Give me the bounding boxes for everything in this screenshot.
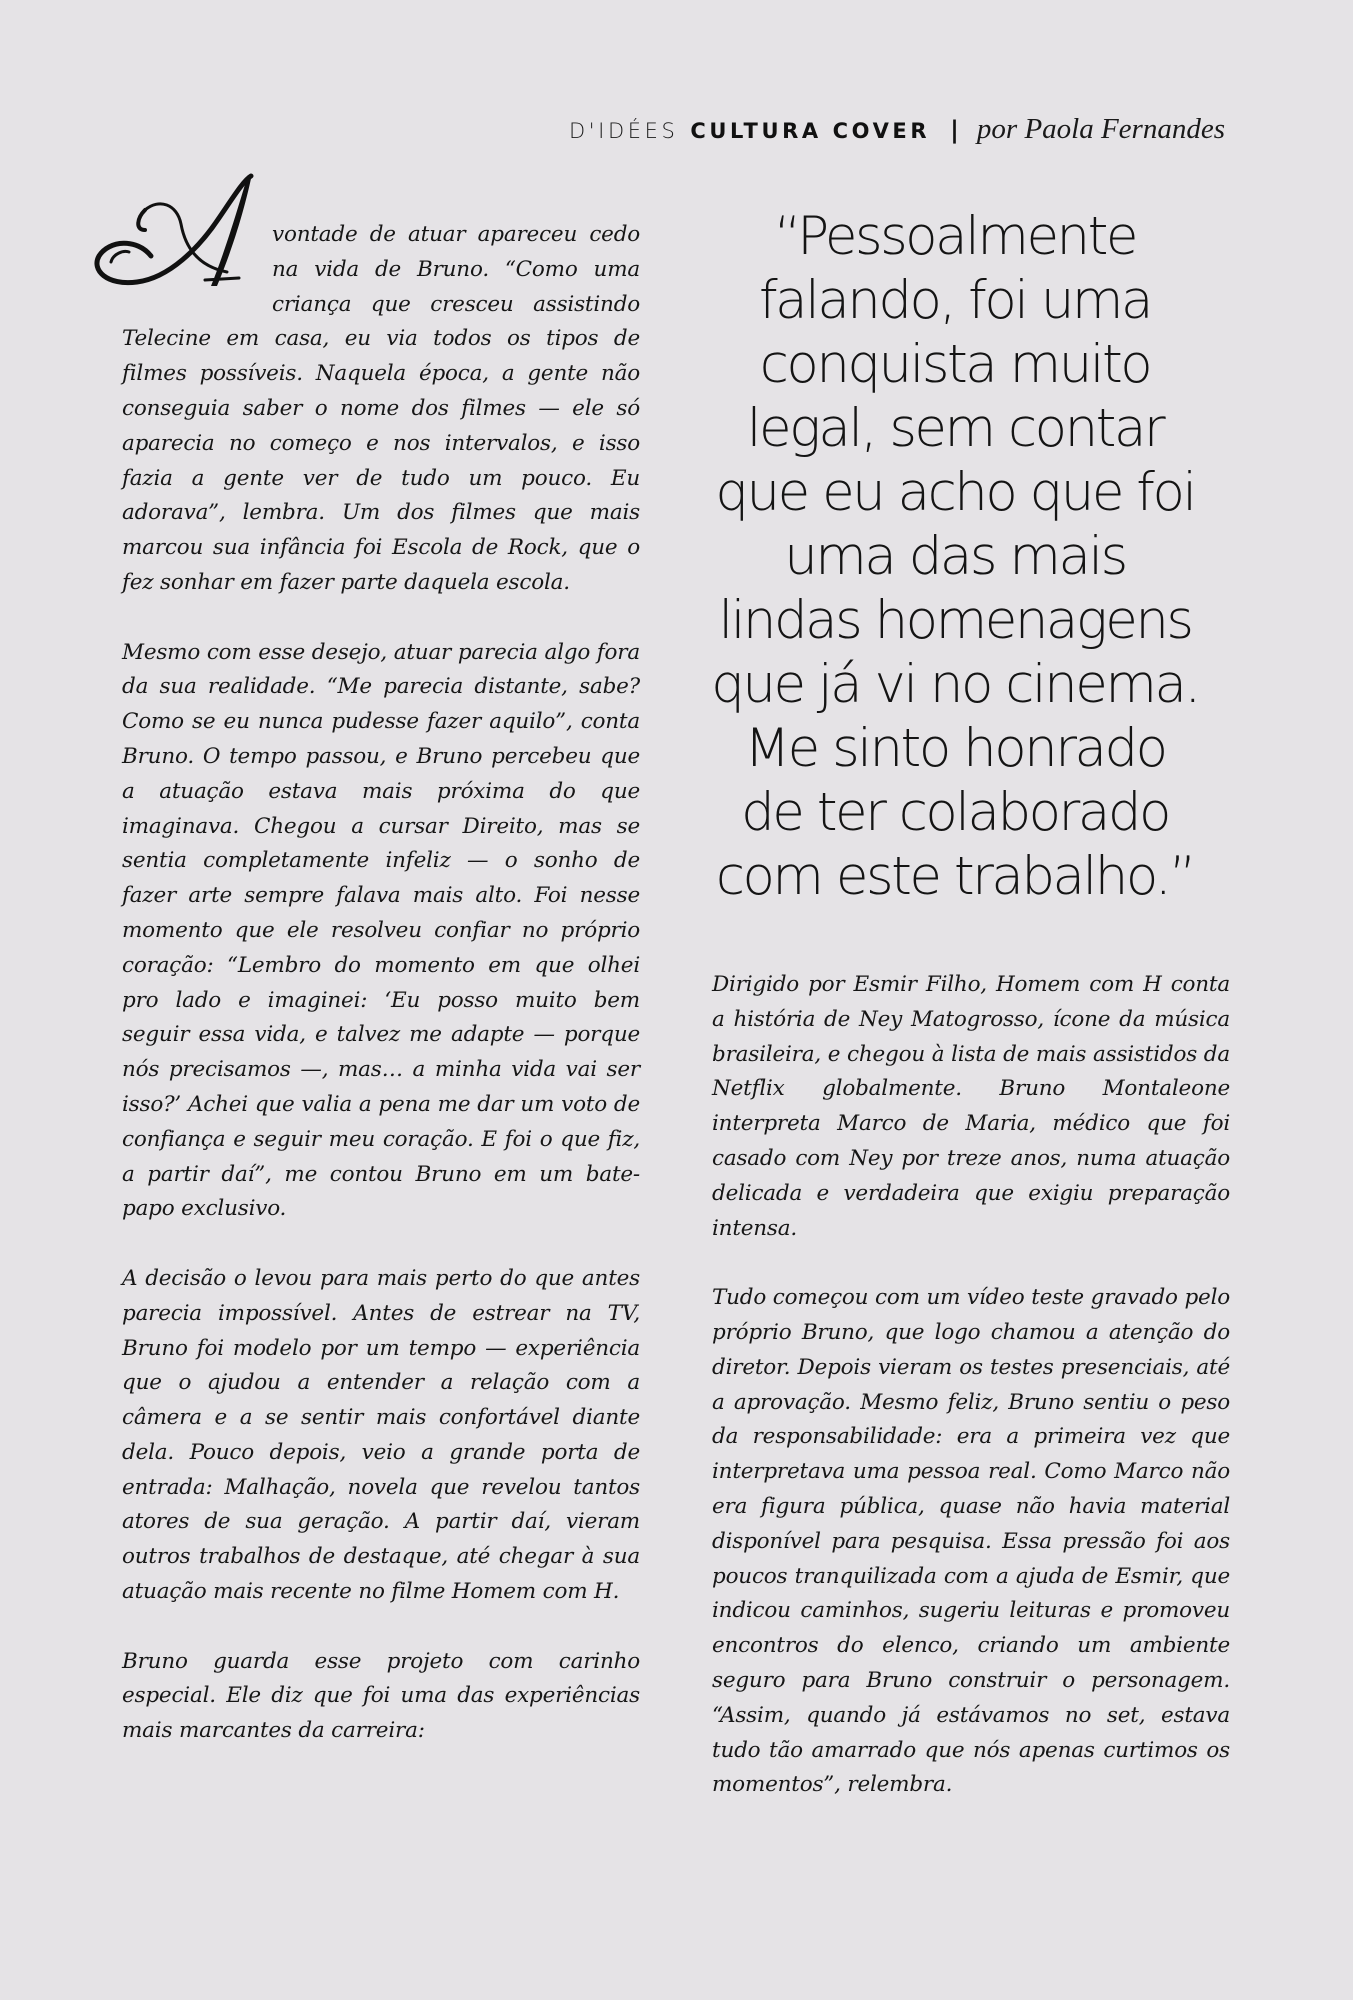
author-byline: por Paola Fernandes	[976, 113, 1225, 145]
pull-quote-line: conquista muito	[759, 334, 1151, 395]
article-paragraph-1	[122, 218, 640, 601]
paragraph-text: vontade de atuar apareceu cedo na vida de Bruno. “Como uma criança que cresceu assistindo Telecine em casa, eu via todos os tipos de filmes possíveis. Naquela época, a gente não conseguia saber o nome dos filmes — ele só aparecia no começo e nos intervalos, e isso fazia a gente ver de tudo um pouco. Eu adorava”, lembra. Um dos filmes que mais marcou sua infância foi Escola de Rock, que o fez sonhar em fazer parte daquela escola.	[122, 222, 640, 595]
drop-cap	[97, 218, 272, 288]
article-paragraph-4: Bruno guarda esse projeto com carinho especial. Ele diz que foi uma das experiências mais marcantes da carreira:	[122, 1648, 640, 1744]
article-paragraph-6: Tudo começou com um vídeo teste gravado pelo próprio Bruno, que logo chamou a atenção do diretor. Depois vieram os testes presenciais, até a aprovação. Mesmo feliz, Bruno sentiu o peso da responsabilidade: era a primeira vez que interpretava uma pessoa real. Como Marco não era figura pública, quase não havia material disponível para pesquisa. Essa pressão foi aos poucos tranquilizada com a ajuda de Esmir, que indicou caminhos, sugeriu leituras e promoveu encontros do elenco, criando um ambiente seguro para Bruno construir o personagem. “Assim, quando já estávamos no set, estava tudo tão amarrado que nós apenas curtimos os momentos”, relembra.	[712, 1285, 1230, 1798]
pull-quote-line: de ter colaborado	[741, 782, 1169, 843]
pull-quote-line: legal, sem contar	[746, 398, 1164, 459]
left-column	[122, 218, 640, 1749]
pull-quote-line: lindas homenagens	[718, 590, 1192, 651]
pull-quote-line: uma das mais	[784, 526, 1126, 587]
right-column	[712, 968, 1230, 1803]
article-paragraph-2: Mesmo com esse desejo, atuar parecia algo fora da sua realidade. “Me parecia distante, sabe? Como se eu nunca pudesse fazer aquilo”, conta Bruno. O tempo passou, e Bruno percebeu que a atuação estava mais próxima do que imaginava. Chegou a cursar Direito, mas se sentia completamente infeliz — o sonho de fazer arte sempre falava mais alto. Foi nesse momento que ele resolveu confiar no próprio coração: “Lembro do momento em que olhei pro lado e imaginei: ‘Eu posso muito bem seguir essa vida, e talvez me adapte — porque nós precisamos —, mas… a minha vida vai ser isso?’ Achei que valia a pena me dar um voto de confiança e seguir meu coração. E foi o que fiz, a partir daí”, me contou Bruno em um bate-papo exclusivo.	[122, 639, 640, 1222]
page-header	[569, 113, 1225, 146]
magazine-brand: D'IDÉES	[569, 119, 679, 143]
pull-quote-line: que já vi no cinema.	[711, 654, 1199, 715]
script-letter-a-icon	[89, 168, 279, 293]
article-paragraph-3: A decisão o levou para mais perto do que antes parecia impossível. Antes de estrear na TV, Bruno foi modelo por um tempo — experiência que o ajudou a entender a relação com a câmera e a se sentir mais confortável diante dela. Pouco depois, veio a grande porta de entrada: Malhação, novela que revelou tantos atores de sua geração. A partir daí, vieram outros trabalhos de destaque, até chegar à sua atuação mais recente no filme Homem com H.	[122, 1265, 640, 1605]
article-paragraph-5: Dirigido por Esmir Filho, Homem com H conta a história de Ney Matogrosso, ícone da música brasileira, e chegou à lista de mais assistidos da Netflix globalmente. Bruno Montaleone interpreta Marco de Maria, médico que foi casado com Ney por treze anos, numa atuação delicada e verdadeira que exigiu preparação intensa.	[712, 972, 1230, 1241]
pull-quote-line: que eu acho que foi	[715, 462, 1195, 523]
pull-quote-line: Me sinto honrado	[744, 718, 1166, 779]
section-title: CULTURA COVER	[690, 119, 931, 143]
header-separator: |	[950, 116, 959, 144]
pull-quote	[680, 205, 1230, 909]
pull-quote-line: com este trabalho.”	[715, 846, 1195, 907]
pull-quote-line: “Pessoalmente	[773, 206, 1137, 267]
pull-quote-line: falando, foi uma	[758, 270, 1152, 331]
